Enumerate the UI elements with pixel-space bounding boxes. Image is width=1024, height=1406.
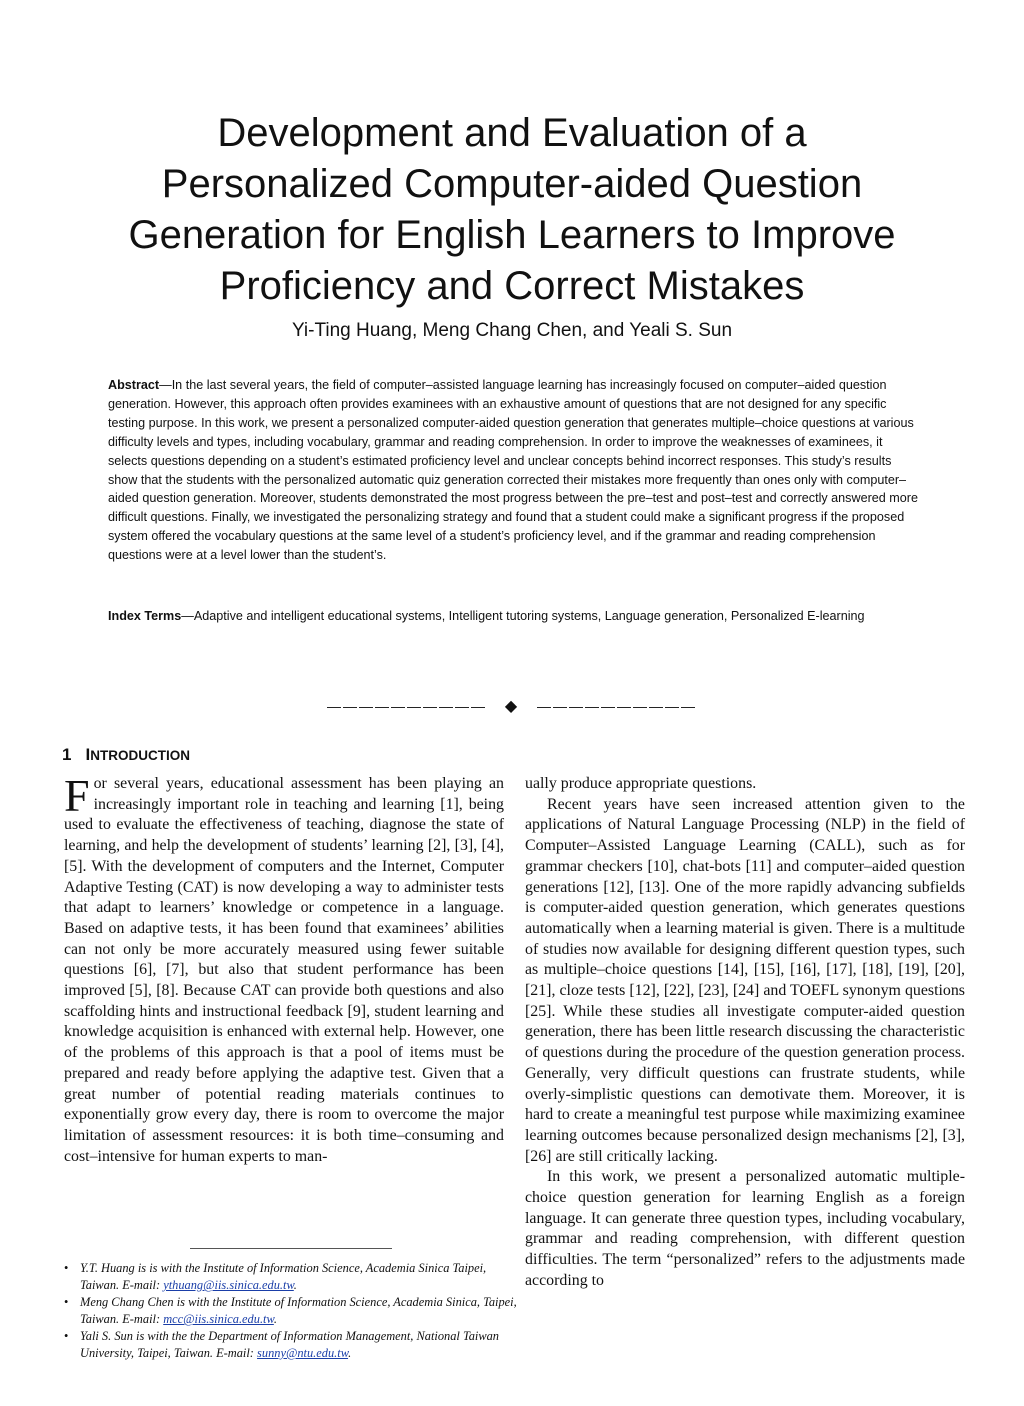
intro-paragraph [64, 770, 504, 1167]
index-terms-text: —Adaptive and intelligent educational systems, Intelligent tutoring systems, Language generation, Personalized E-learning [181, 609, 865, 623]
section-divider [0, 694, 1024, 718]
divider-dashes-right: —————————— [537, 698, 698, 714]
footnote [64, 1260, 519, 1294]
section-title-initial: I [85, 745, 91, 764]
email-link[interactable]: sunny@ntu.edu.tw [257, 1346, 349, 1360]
author-list: Yi-Ting Huang, Meng Chang Chen, and Yeali S. Sun [291, 320, 733, 341]
footnote-text: Meng Chang Chen is with the Institute of Information Science, Academia Sinica, Taipei, Taiwan. E-mail: [80, 1295, 517, 1326]
title-line: Personalized Computer-aided Question [161, 162, 863, 206]
bullet-icon: • [64, 1295, 69, 1309]
paragraph-continuation: ually produce appropriate questions. [525, 775, 757, 792]
footnote-end: . [293, 1278, 297, 1292]
index-terms-label: Index Terms [108, 609, 182, 623]
footnote-end: . [348, 1346, 352, 1360]
left-column [64, 770, 504, 1167]
paragraph: Recent years have seen increased attention given to the applications of Natural Language Processing (NLP) in the field of Computer–Assisted Language Learning (CALL), such as for grammar checkers [10], chat-bots [11] and computer–aided question generations [12], [13]. One of the more rapidly advancing subfields is computer-aided question generation, which generates questions automatically when a learning material is given. There is a multitude of studies now available for designing different question types, such as multiple–choice questions [14], [15], [16], [17], [18], [19], [20], [21], cloze tests [12], [22], [23], [24] and TOEFL synonym questions [25]. While these studies all investigate computer-aided question generation, there has been little research discussing the characteristic of questions during the procedure of the question generation process. Generally, very difficult questions can frustrate students, while overly-simplistic questions can demotivate them. Moreover, it is hard to create a meaningful test purpose while maximizing examinee learning outcomes because personalized design mechanisms [2], [3], [26] are still critically lacking. [525, 795, 965, 1165]
section-number: 1 [62, 745, 72, 764]
title-line: Generation for English Learners to Improve [128, 213, 896, 257]
footnote-rule [190, 1248, 392, 1249]
paper-title [60, 108, 964, 312]
section-title-rest: NTRODUCTION [90, 748, 190, 763]
drop-cap: F [64, 770, 90, 821]
title-line: Proficiency and Correct Mistakes [219, 264, 805, 308]
bullet-icon: • [64, 1329, 69, 1343]
email-link[interactable]: ythuang@iis.sinica.edu.tw [163, 1278, 294, 1292]
bullet-icon: • [64, 1261, 69, 1275]
divider-dashes-left: —————————— [326, 698, 487, 714]
footnote-text: Y.T. Huang is is with the Institute of Information Science, Academia Sinica Taipei, Taiwan. E-mail: [80, 1261, 487, 1292]
footnotes [64, 1260, 519, 1362]
footnote [64, 1294, 519, 1328]
title-line: Development and Evaluation of a [217, 111, 807, 155]
footnote-end: . [273, 1312, 277, 1326]
paragraph: In this work, we present a personalized automatic multiple-choice question generation for learning English as a foreign language. It can generate three question types, including vocabulary, grammar and reading comprehension, with different question difficulties. The term “personalized” refers to the adjustments made according to [525, 1168, 965, 1289]
section-heading [62, 742, 502, 769]
intro-paragraph-text: or several years, educational assessment has been playing an increasingly important role in teaching and learning [1], being used to evaluate the effectiveness of teaching, diagnose the state of learning, and help the development of students’ learning [2], [3], [4], [5]. With the development of computers and the Internet, Computer Adaptive Testing (CAT) is now developing a way to administer tests that adapt to learners’ knowledge or competence in a language. Based on adaptive tests, it has been found that examinees’ abilities can not only be more accurately measured using fewer suitable questions [6], [7], but also that student performance has been improved [5], [8]. Because CAT can provide both questions and also scaffolding hints and instructional feedback [9], student learning and knowledge acquisition is enhanced with external help. However, one of the problems of this approach is that a pool of items must be prepared and ready before applying the adaptive test. Given that a great number of potential reading materials continues to exponentially grow every day, there is room to overcome the major limitation of assessment resources: it is both time–consuming and cost–intensive for human experts to man- [64, 775, 504, 1165]
footnote [64, 1328, 519, 1362]
footnote-text: Yali S. Sun is with the the Department of Information Management, National Taiwan University, Taipei, Taiwan. E-mail: [80, 1329, 499, 1360]
diamond-icon: ◆ [504, 698, 520, 715]
abstract [108, 376, 920, 565]
email-link[interactable]: mcc@iis.sinica.edu.tw [163, 1312, 274, 1326]
abstract-text: —In the last several years, the field of computer–assisted language learning has increasingly focused on computer–aided question generation. However, this approach often provides examinees with an exhaustive amount of questions that are not designed for any specific testing purpose. In this work, we present a personalized computer-aided question generation that generates multiple–choice questions at various difficulty levels and types, including vocabulary, grammar and reading comprehension. In order to improve the weaknesses of examinees, it selects questions depending on a student’s estimated proficiency level and unclear concepts behind incorrect responses. This study’s results show that the students with the personalized automatic quiz generation corrected their mistakes more frequently than ones only with computer–aided question generation. Moreover, students demonstrated the most progress between the pre–test and post–test and correctly answered more difficult questions. Finally, we investigated the personalizing strategy and found that a student could make a significant progress if the proposed system offered the vocabulary questions at the same level of a student’s proficiency level, and if the grammar and reading comprehension questions were at a level lower than the student’s. [108, 378, 918, 563]
right-column [525, 774, 965, 1292]
index-terms [108, 607, 920, 626]
abstract-label: Abstract [108, 378, 160, 392]
